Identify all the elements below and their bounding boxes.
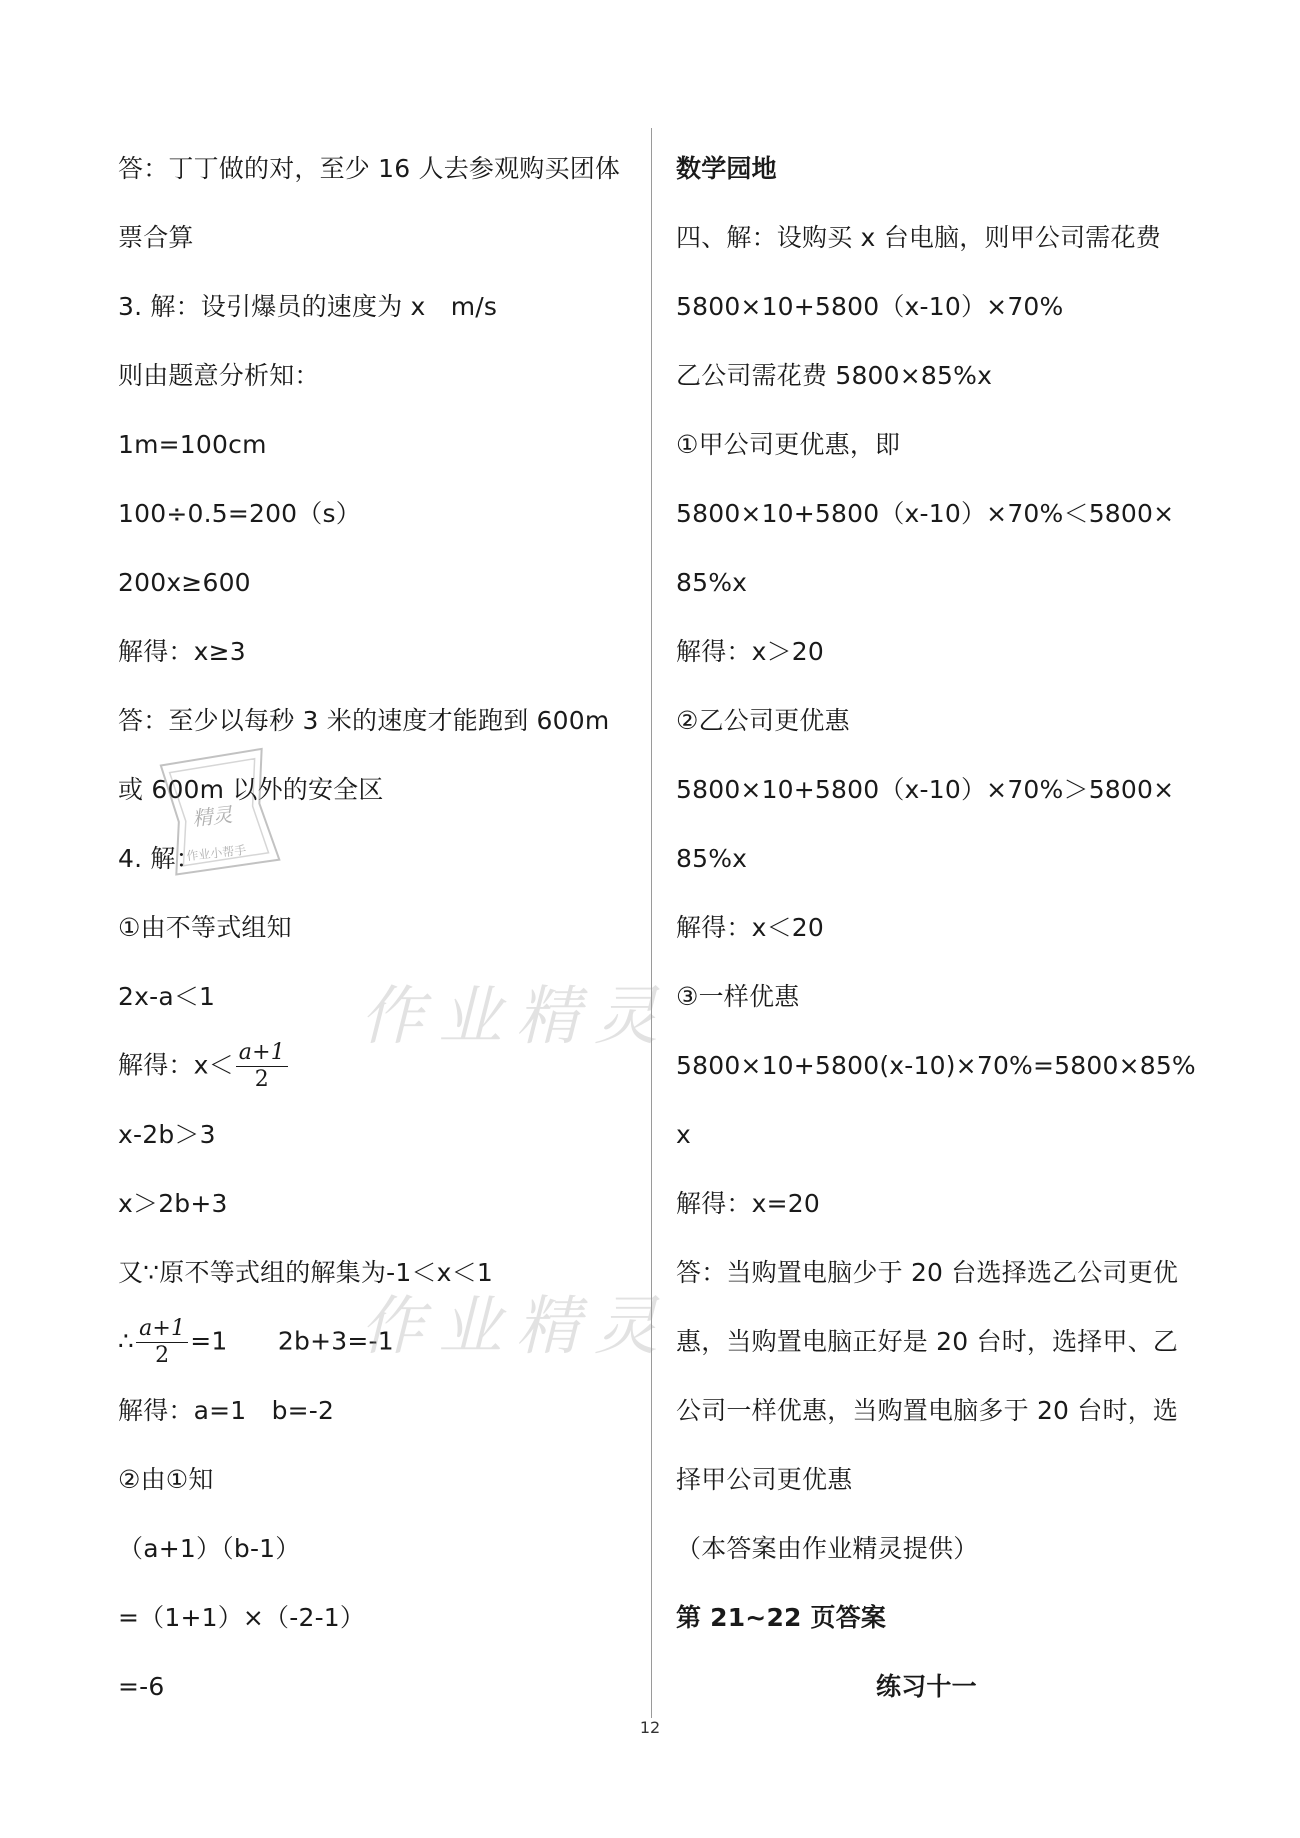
answer-text: 票合算 <box>118 223 194 252</box>
step-label: ②乙公司更优惠 <box>676 706 850 735</box>
equation-line: x＞2b+3 <box>118 1189 228 1218</box>
exercise-title: 练习十一 <box>876 1672 977 1701</box>
problem-3-heading: 3. 解：设引爆员的速度为 x m/s <box>118 292 498 321</box>
answer-text: 答：当购置电脑少于 20 台选择选乙公司更优 <box>676 1258 1179 1287</box>
equation-line: 85%x <box>676 844 748 873</box>
source-note: （本答案由作业精灵提供） <box>676 1534 979 1563</box>
problem-4-heading: 4. 解： <box>118 844 201 873</box>
equation-line: =（1+1）×（-2-1） <box>118 1603 366 1632</box>
fraction-denominator: 2 <box>155 1343 170 1368</box>
equation-line: 乙公司需花费 5800×85%x <box>676 361 993 390</box>
problem-heading: 四、解：设购买 x 台电脑，则甲公司需花费 <box>676 223 1161 252</box>
step-label: ②由①知 <box>118 1465 214 1494</box>
stamp-text: 精灵 <box>191 802 234 831</box>
step-label: ③一样优惠 <box>676 982 800 1011</box>
equation-line: 5800×10+5800（x-10）×70%＜5800× <box>676 499 1175 528</box>
fraction-denominator: 2 <box>254 1067 269 1092</box>
watermark-stamp <box>150 742 283 882</box>
step-label: ①由不等式组知 <box>118 913 292 942</box>
watermark-text: 作业精灵 <box>360 1290 672 1364</box>
column-divider <box>651 128 652 1718</box>
equation-suffix: =1 2b+3=-1 <box>190 1326 394 1356</box>
page-range-heading: 第 21~22 页答案 <box>676 1603 887 1632</box>
solution-line: 解得：x＞20 <box>676 637 825 666</box>
answer-text: 又∵原不等式组的解集为-1＜x＜1 <box>118 1258 493 1287</box>
answer-text: 惠，当购置电脑正好是 20 台时，选择甲、乙 <box>676 1327 1179 1356</box>
solution-line: 解得：x=20 <box>676 1189 820 1218</box>
answer-text: 答：至少以每秒 3 米的速度才能跑到 600m <box>118 706 610 735</box>
therefore-symbol: ∴ <box>118 1326 135 1356</box>
watermark-text: 作业精灵 <box>360 980 672 1054</box>
solution-line: 解得：x≥3 <box>118 637 246 666</box>
section-heading: 数学园地 <box>676 154 777 183</box>
step-label: ①甲公司更优惠，即 <box>676 430 901 459</box>
equation-line: 5800×10+5800（x-10）×70%＞5800× <box>676 775 1175 804</box>
equation-line: 100÷0.5=200（s） <box>118 499 361 528</box>
solution-line <box>118 1040 290 1093</box>
equation-line: x <box>676 1120 691 1149</box>
answer-text: 则由题意分析知： <box>118 361 320 390</box>
equation-line: 1m=100cm <box>118 430 267 459</box>
answer-text: 或 600m 以外的安全区 <box>118 775 384 804</box>
fraction-numerator: a+1 <box>136 1316 188 1343</box>
answer-text: 答：丁丁做的对，至少 16 人去参观购买团体 <box>118 154 621 183</box>
solution-prefix: 解得：x＜ <box>118 1050 234 1080</box>
solution-line: 解得：a=1 b=-2 <box>118 1396 335 1425</box>
equation-line: 85%x <box>676 568 748 597</box>
equation-line: 5800×10+5800(x-10)×70%=5800×85% <box>676 1051 1196 1080</box>
fraction <box>136 1316 188 1369</box>
equation-line: 2x-a＜1 <box>118 982 216 1011</box>
fraction-numerator: a+1 <box>236 1040 288 1067</box>
equation-line <box>118 1316 394 1369</box>
fraction <box>236 1040 288 1093</box>
equation-line: =-6 <box>118 1672 165 1701</box>
answer-text: 公司一样优惠，当购置电脑多于 20 台时，选 <box>676 1396 1179 1425</box>
equation-line: 5800×10+5800（x-10）×70% <box>676 292 1064 321</box>
equation-line: x-2b＞3 <box>118 1120 216 1149</box>
page-number: 12 <box>639 1718 661 1737</box>
equation-line: （a+1）（b-1） <box>118 1534 301 1563</box>
solution-line: 解得：x＜20 <box>676 913 825 942</box>
answer-text: 择甲公司更优惠 <box>676 1465 853 1494</box>
stamp-text: 作业小帮手 <box>185 843 247 864</box>
equation-line: 200x≥600 <box>118 568 251 597</box>
